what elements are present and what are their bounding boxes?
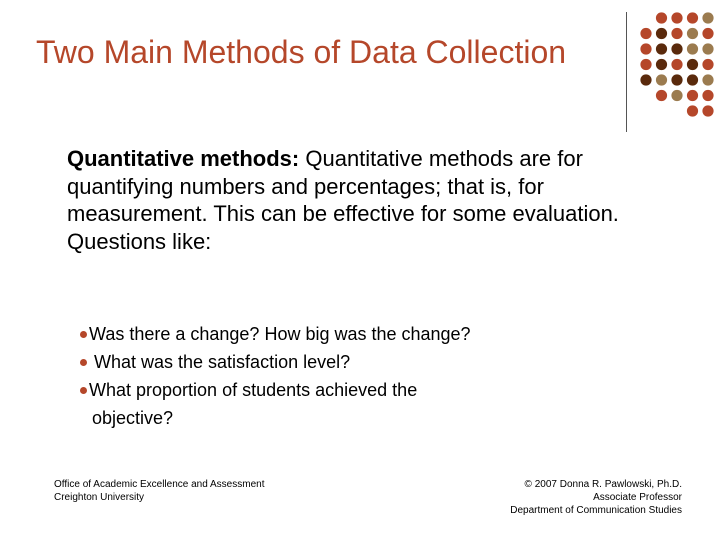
decorative-dot <box>656 59 667 70</box>
bullet-icon <box>80 331 87 338</box>
decorative-dot <box>702 43 713 54</box>
decorative-dot <box>671 74 682 85</box>
decorative-dot <box>656 43 667 54</box>
main-paragraph <box>67 145 627 255</box>
bullet-icon <box>80 387 87 394</box>
list-item <box>80 320 640 348</box>
bullet-text: Was there a change? How big was the change? <box>89 324 471 344</box>
decorative-dot <box>656 74 667 85</box>
list-item <box>80 376 640 404</box>
divider-line <box>626 12 627 132</box>
slide-title: Two Main Methods of Data Collection <box>36 34 567 70</box>
decorative-dot <box>656 28 667 39</box>
decorative-dot <box>671 12 682 23</box>
decorative-dot <box>640 74 651 85</box>
decorative-dot <box>671 43 682 54</box>
footer-left <box>54 478 264 504</box>
list-item <box>80 348 640 376</box>
decorative-dot <box>702 90 713 101</box>
decorative-dot <box>687 43 698 54</box>
decorative-dot <box>640 28 651 39</box>
decorative-dot <box>702 74 713 85</box>
paragraph-text: Quantitative methods are for quantifying numbers and percentages; that is, for measurement. This can be effective for some evaluation. Questions like: <box>67 146 619 254</box>
paragraph-heading: Quantitative methods: <box>67 146 300 171</box>
footer-right <box>510 478 682 517</box>
bullet-text: What was the satisfaction level? <box>89 352 351 372</box>
decorative-dot <box>702 105 713 116</box>
footer-copyright: © 2007 Donna R. Pawlowski, Ph.D. <box>524 479 682 490</box>
decorative-dot <box>640 43 651 54</box>
decorative-dot <box>640 59 651 70</box>
decorative-dot <box>687 105 698 116</box>
footer-department: Department of Communication Studies <box>510 505 682 516</box>
decorative-dot <box>671 59 682 70</box>
decorative-dot <box>687 59 698 70</box>
decorative-dot <box>656 12 667 23</box>
decorative-dot <box>702 28 713 39</box>
decorative-dot <box>687 74 698 85</box>
bullet-text: What proportion of students achieved the <box>89 380 418 400</box>
decorative-dot <box>702 12 713 23</box>
decorative-dot <box>671 28 682 39</box>
bullet-list <box>80 320 640 432</box>
footer-position: Associate Professor <box>593 492 682 503</box>
decorative-dot <box>687 28 698 39</box>
decorative-dot <box>702 59 713 70</box>
bullet-icon <box>80 359 87 366</box>
decorative-dot <box>687 12 698 23</box>
decorative-dot <box>671 90 682 101</box>
footer-university: Creighton University <box>54 492 145 503</box>
footer-office: Office of Academic Excellence and Assessment <box>54 479 265 490</box>
decorative-dot <box>687 90 698 101</box>
decorative-dot <box>656 90 667 101</box>
bullet-continuation: objective? <box>92 408 174 428</box>
